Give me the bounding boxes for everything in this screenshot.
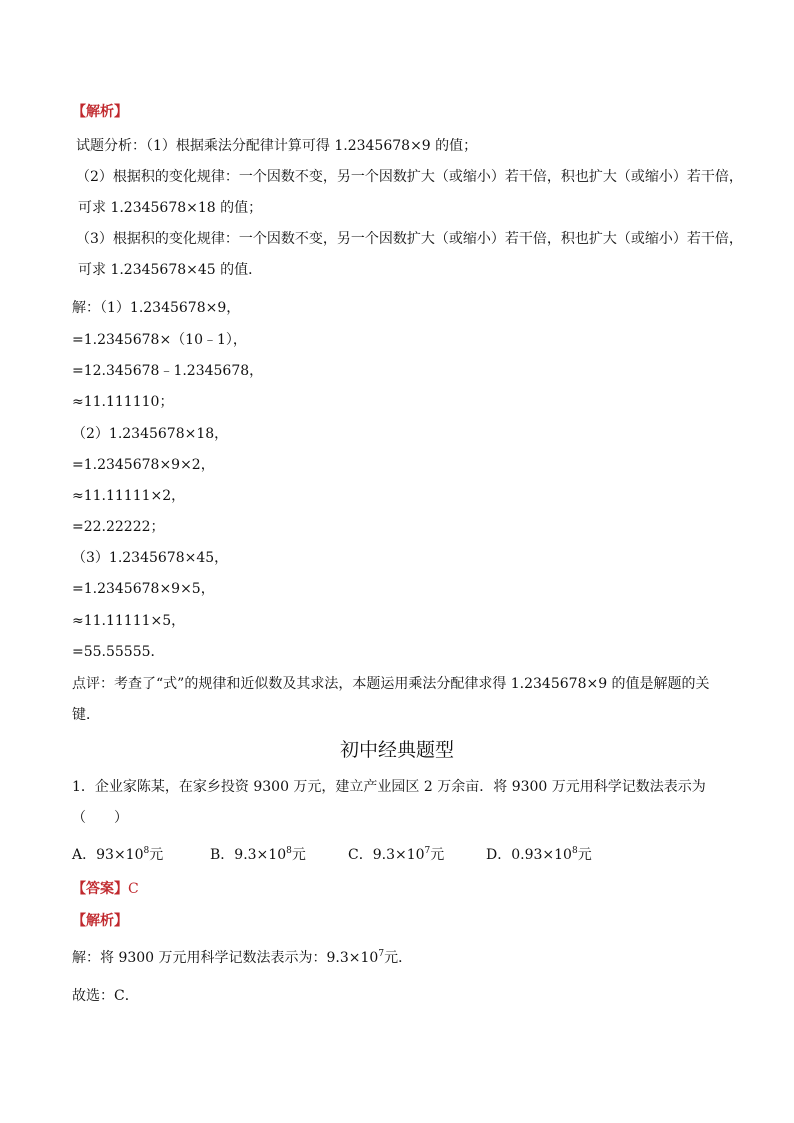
answer-value: C [128,881,139,897]
analysis-para-2a: （2）根据积的变化规律：一个因数不变，另一个因数扩大（或缩小）若干倍，积也扩大（或缩小）若干倍， [76,169,743,185]
analysis-para-2b: 可求 1.2345678×18 的值； [78,200,263,216]
option-base: 93×10 [96,847,144,863]
solution-line: =12.345678﹣1.2345678， [72,363,264,379]
question-analysis-heading: 【解析】 [72,913,128,929]
question-solution-unit: 元． [384,950,413,966]
solution-line: =1.2345678×9×2， [72,457,215,473]
option-exponent: 8 [286,846,292,856]
option-unit: 元 [430,847,445,863]
option-unit: 元 [577,847,592,863]
option-unit: 元 [149,847,164,863]
option-c [348,846,444,864]
solution-line: （3）1.2345678×45， [72,550,229,566]
option-a [72,846,163,864]
analysis-para-3b: 可求 1.2345678×45 的值． [78,262,263,278]
option-base: 9.3×10 [234,847,287,863]
comment-line-b: 键． [72,707,100,723]
option-label: C． [348,847,373,863]
option-label: D． [486,847,512,863]
answer-label: 【答案】 [72,881,128,897]
question-solution-exponent: 7 [378,949,385,959]
final-choice: 故选：C． [72,988,139,1004]
solution-line: ≈11.11111×5， [72,613,186,629]
option-b [210,846,306,864]
option-exponent: 7 [424,846,431,856]
solution-line: ≈11.111110； [72,394,174,410]
analysis-para-1: 试题分析：（1）根据乘法分配律计算可得 1.2345678×9 的值； [76,138,478,154]
section-title: 初中经典题型 [339,739,454,761]
question-stem-a: 1．企业家陈某，在家乡投资 9300 万元，建立产业园区 2 万余亩．将 9300 万元用科学记数法表示为 [72,779,706,795]
solution-line: ≈11.11111×2， [72,488,186,504]
question-stem-b: （ ） [72,810,128,826]
option-d [486,846,592,864]
option-exponent: 8 [143,846,150,856]
analysis-para-3a: （3）根据积的变化规律：一个因数不变，另一个因数扩大（或缩小）若干倍，积也扩大（或缩小）若干倍， [76,231,743,247]
option-unit: 元 [291,847,306,863]
solution-line: =1.2345678×9×5， [72,581,215,597]
solution-line: =22.22222； [72,519,165,535]
answer-line [72,880,139,898]
option-base: 9.3×10 [372,847,425,863]
analysis-heading: 【解析】 [72,104,128,120]
comment-line-a: 点评：考查了“式”的规律和近似数及其求法，本题运用乘法分配律求得 1.2345678×9 的值是解题的关 [72,676,710,692]
option-exponent: 8 [571,846,578,856]
solution-line: 解：（1）1.2345678×9， [72,300,241,316]
question-solution-text: 解：将 9300 万元用科学记数法表示为：9.3×10 [72,950,379,966]
solution-line: （2）1.2345678×18， [72,426,229,442]
solution-line: =1.2345678×（10﹣1）， [72,332,247,348]
option-base: 0.93×10 [511,847,572,863]
solution-line: =55.55555． [72,644,165,660]
question-solution [72,949,412,967]
option-label: B． [210,847,235,863]
option-label: A． [72,847,97,863]
